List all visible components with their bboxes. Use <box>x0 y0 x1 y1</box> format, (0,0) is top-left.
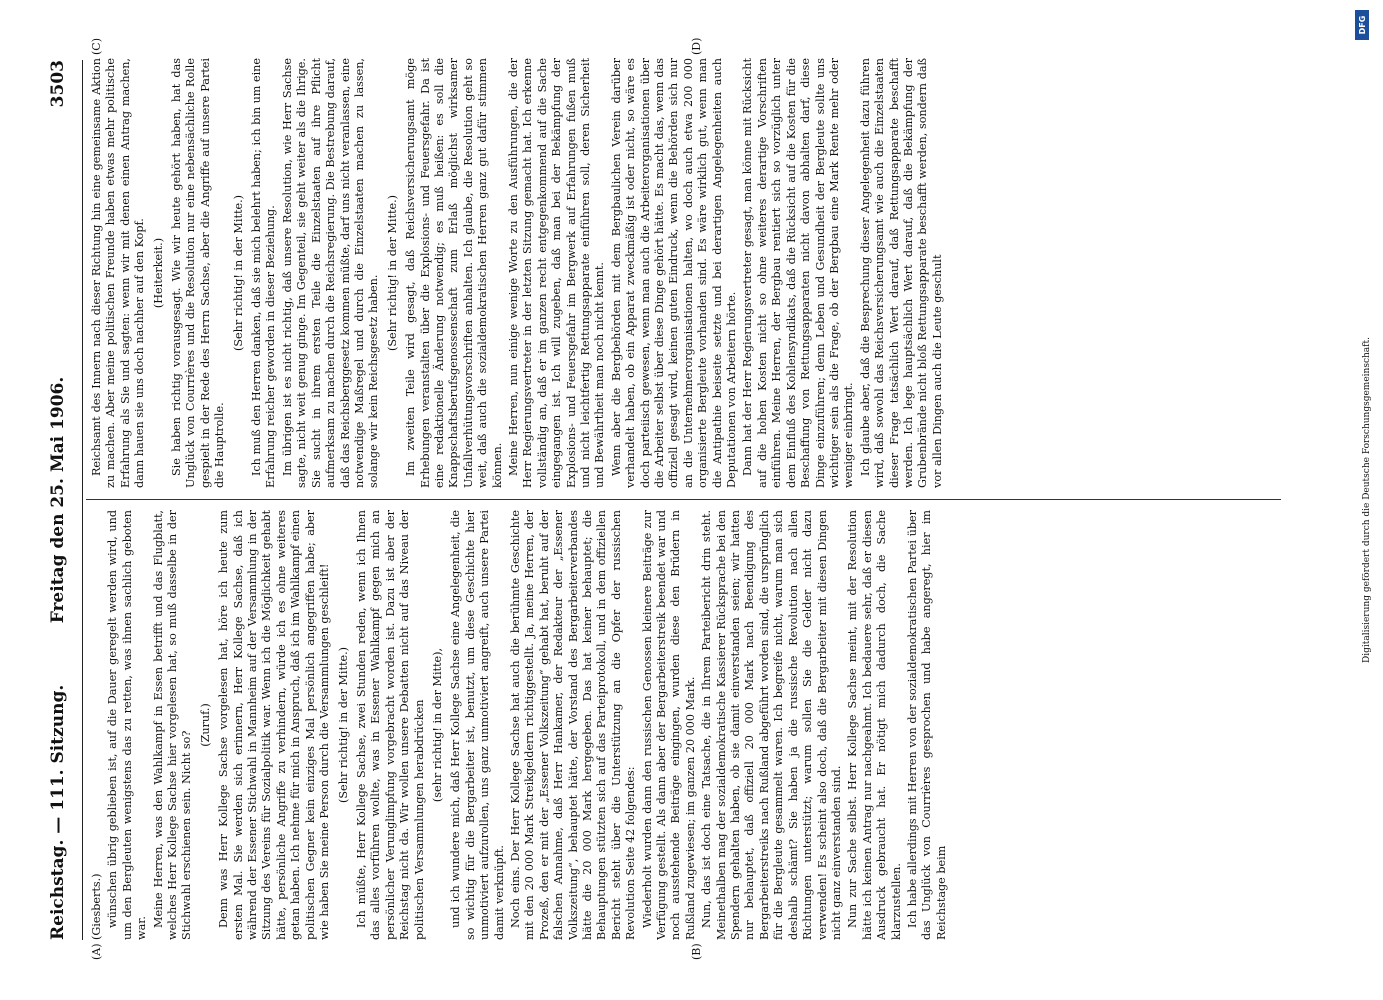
speaker-label: (Giesberts.) <box>90 873 103 940</box>
paragraph: und ich wundere mich, daß Herr Kollege Sachse eine Angelegenheit, die so wichtig für die Bergarbeiter ist, benutzt, um diese Geschichte hier unmotiviert aufzurollen, uns ganz unmotiviert angreift, auch unsere Partei damit verknüpft. <box>449 510 506 940</box>
paragraph: Ich glaube aber, daß die Besprechung dieser Angelegenheit dazu führen wird, daß sowohl das Reichsversicherungsamt wie auch die Einzelstaaten dieser Frage tatsächlich Wert darauf, daß Rettungsapparate beschafft werden. Ich lege hauptsächlich Wert darauf, daß die Bekämpfung der Grubenbrände nicht bloß Rettungsapparate beschafft werden, sondern daß vor allen Dingen auch die Leute geschult <box>858 58 944 488</box>
paragraph: Im zweiten Teile wird gesagt, daß Reichsversicherungsamt möge Erhebungen veranstalten über die Explosions- und Feuersgefahr. Da ist eine redaktionelle Änderung notwendig; es muß heißen: es soll die Knappschaftsberufsgenossenschaft zum Erlaß möglichst wirksamer Unfallverhütungsvorschriften anhalten. Ich glaube, die Resolution geht so weit, daß auch die sozialdemokratischen Herren ganz gut dafür stimmen können. <box>404 58 504 488</box>
column-divider <box>86 499 1281 500</box>
margin-marker-b: (B) <box>690 943 703 960</box>
paragraph: Sie haben richtig vorausgesagt. Wie wir heute gehört haben, hat das Unglück von Courrières und die Resolution nur eine nebensächliche Rolle gespielt in der Rede des Herrn Sachse, aber die Angriffe auf unsere Partei die Hauptrolle. <box>170 58 227 488</box>
right-column <box>90 58 1280 488</box>
margin-marker-c: (C) <box>90 38 103 55</box>
interjection: (Sehr richtig! in der Mitte.) <box>231 194 245 352</box>
paragraph: Noch eins. Der Herr Kollege Sachse hat auch die berühmte Geschichte mit den 20 000 Mark Streikgeldern richtiggestellt. Ja, meine Herren, der Prozeß, den er mit der „Essener Volkszeitung“ gehabt hat, beruht auf der falschen Annahme, daß Herr Hankamer, der Redakteur der „Essener Volkszeitung“, behauptet hätte, der Vorstand des Bergarbeiterverbandes hätte die 20 000 Mark hergegeben. Das hat keiner behauptet; die Behauptungen stützten sich auf das Parteiprotokoll, und in dem offiziellen Bericht steht über die Unterstützung an die Opfer der russischen Revolution Seite 42 folgendes: <box>508 510 638 940</box>
interjection: (Sehr richtig! in der Mitte.) <box>336 646 350 804</box>
paragraph: Ich müßte, Herr Kollege Sachse, zwei Stunden reden, wenn ich Ihnen das alles vorführen wollte, was in Essener Wahlkampf gegen mich an persönlicher Verunglimpfung vorgebracht worden ist. Dazu ist aber der Reichstag nicht da. Wir wollen unsere Debatten nicht auf das Niveau der politischen Versammlungen herabdrücken <box>354 510 426 940</box>
paragraph: Ich habe allerdings mit Herren von der sozialdemokratischen Partei über das Unglück von Courrières gesprochen und habe angeregt, hier im Reichstage beim <box>905 510 948 940</box>
paragraph: Reichsamt des Innern nach dieser Richtung hin eine gemeinsame Aktion zu machen. Aber meine politischen Freunde haben etwas mehr politische Erfahrung als Sie und sagten: wenn wir mit denen einen Antrag machen, dann hauen sie uns doch nachher auf den Kopf. <box>90 58 147 488</box>
interjection: (Sehr richtig! in der Mitte.) <box>385 194 399 352</box>
digitization-credit: Digitalisierung gefördert durch die Deutsche Forschungsgemeinschaft. <box>1362 337 1372 663</box>
paragraph: Wenn aber die Bergbehörden mit dem Bergbaulichen Verein darüber verhandelt haben, ob ein Apparat zweckmäßig ist oder nicht, so wäre es doch parteiisch gewesen, wenn man auch die Arbeiterorganisationen über die Arbeiter selbst über diese Dinge gehört hätte. Es macht das, wenn das offiziell gesagt wird, keinen guten Eindruck, wenn die Behörden sich nur an die Unternehmerorganisationen halten, wo doch auch etwa 200 000 organisierte Bergleute vorhanden sind. Es wäre wirklich gut, wenn man die Antipathie beiseite setzte und bei derartigen Angelegenheiten auch Deputationen von Arbeitern hörte. <box>609 58 739 488</box>
header-center: Freitag den 25. Mai 1906. <box>48 376 68 624</box>
paragraph: Dann hat der Herr Regierungsvertreter gesagt, man könne mit Rücksicht auf die hohen Kosten nicht so ohne weiteres derartige Vorschriften einführen. Meine Herren, der Bergbau rentiert sich so vorzüglich unter dem Einfluß des Kohlensyndikats, daß die Rücksicht auf die Kosten für die Beschaffung von Rettungsapparaten nicht davon abhalten darf, diese Dinge einzuführen; denn Leben und Gesundheit der Bergleute sollte uns wichtiger sein als die Frage, ob der Bergbau eine Mark Rente mehr oder weniger einbringt. <box>741 58 856 488</box>
header-left: Reichstag. — 111. Sitzung. <box>48 684 68 940</box>
margin-marker-a: (A) <box>90 943 103 960</box>
paragraph: Meine Herren, was den Wahlkampf in Essen betrifft und das Flugblatt, welches Herr Kollege Sachse hier vorgelesen hat, so muß dasselbe in der Stichwahl erschienen sein. Nicht so? <box>151 510 194 940</box>
left-column <box>90 510 1280 940</box>
page-number: 3503 <box>48 60 68 108</box>
paragraph: Ich muß den Herren danken, daß sie mich belehrt haben; ich bin um eine Erfahrung reicher geworden in dieser Beziehung. <box>250 58 278 488</box>
paragraph: wünschen übrig geblieben ist, auf die Dauer geregelt werden wird, und um den Bergleuten wenigstens das zu retten, was ihnen sachlich geboten war. <box>106 510 149 940</box>
interjection: (Zuruf.) <box>198 703 212 747</box>
paragraph: Wiederholt wurden dann den russischen Genossen kleinere Beiträge zur Verfügung gestellt. Als dann aber der Bergarbeiterstreik beendet war und noch ausstehende Beiträge eingingen, wurden diese den Brüdern in Rußland zugewiesen; im ganzen 20 000 Mark. <box>640 510 697 940</box>
interjection: (Heiterkeit.) <box>151 237 165 309</box>
header-rule <box>82 60 83 940</box>
paragraph: Im übrigen ist es nicht richtig, daß unsere Resolution, wie Herr Sachse sagte, nicht weit genug ginge. Im Gegenteil, sie geht weiter als die Ihrige. Sie sucht in ihrem ersten Teile die Einzelstaaten auf ihre Pflicht aufmerksam zu machen durch die Reichsregierung. Die Bestrebung darauf, daß das Reichsberggesetz kommen müßte, darf uns nicht veranlassen, eine notwendige Maßregel und durch die Einzelstaaten machen zu lassen, solange wir kein Reichsgesetz haben. <box>280 58 381 488</box>
dfg-logo: DFG <box>1355 10 1369 40</box>
page-header <box>40 60 80 940</box>
paragraph: Nun zur Sache selbst. Herr Kollege Sachse meint, mit der Resolution hätte ich keinen Antrag nur nachgeahmt. Ich bedauere sehr, daß er diesen Ausdruck gebraucht hat. Er nötigt mich dadurch doch, die Sache klarzustellen. <box>846 510 903 940</box>
paragraph: Nun, das ist doch eine Tatsache, die in Ihrem Parteibericht drin steht. Meinethalben mag der sozialdemokratische Kassierer Rücksprache bei den Spendern gehalten haben, ob sie damit einverstanden seien; wir hatten nur behauptet, daß offiziell 20 000 Mark nach Beendigung des Bergarbeiterstreiks nach Rußland abgeführt worden sind, die ursprünglich für die Bergleute gesammelt waren. Ich begreife nicht, warum man sich deshalb schämt? Sie haben ja die russische Revolution nach allen Richtungen unterstützt; warum sollen Sie die Gelder nicht dazu verwenden! Es scheint also doch, daß die Bergarbeiter mit diesen Dingen nicht ganz einverstanden sind. <box>700 510 843 940</box>
margin-marker-d: (D) <box>690 37 703 55</box>
paragraph: Denn was Herr Kollege Sachse vorgelesen hat, höre ich heute zum ersten Mal. Sie werden sich erinnern, Herr Kollege Sachse, daß ich während der Essener Stichwahl in Mannheim auf der Versammlung in der Sitzung des Vereins für Sozialpolitik war. Wenn ich die Möglichkeit gehabt hätte, persönliche Angriffe zu verhindern, würde ich es ohne weiteres getan haben. Ich nehme für mich in Anspruch, daß ich im Wahlkampf einen politischen Gegner kein einziges Mal persönlich angegriffen habe; aber wie haben Sie meine Person durch die Versammlungen geschleift! <box>217 510 332 940</box>
interjection: (sehr richtig! in der Mitte), <box>430 647 444 803</box>
paragraph: Meine Herren, nun einige wenige Worte zu den Ausführungen, die der Herr Regierungsvertreter in der letzten Sitzung gemacht hat. Ich erkenne vollständig an, daß er im ganzen recht entgegenkommend auf die Sache eingegangen ist. Ich will zugeben, daß man bei der Bekämpfung der Explosions- und Feuersgefahr im Bergwerk auf Erfahrungen fußen muß und nicht leichtfertig Rettungsapparate einführen soll, deren Sicherheit und Bewährtheit man noch nicht kennt. <box>506 58 607 488</box>
